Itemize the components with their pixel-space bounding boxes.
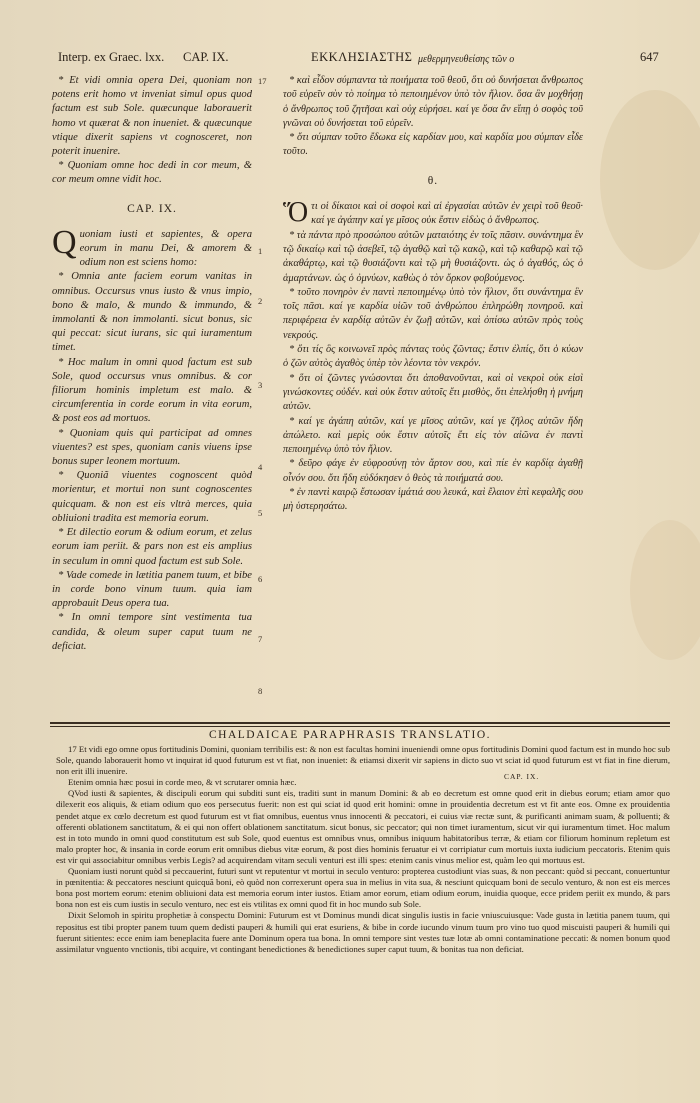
running-header [0,50,700,68]
latin-verse: * Hoc malum in omni quod factum est sub Sole, quod occursus vnus omnibus. & cor filiorum hominis impletum est malo. & circumferentia in corde eorum in vita eorum, & post eos ad mortuos. [52,356,252,425]
greek-chapter-heading: θ. [427,174,439,187]
chaldaic-paragraph: Etenim omnia hæc posui in corde meo, & vt scrutarer omnia hæc. [68,777,297,788]
verse-number: 17 [258,76,267,86]
greek-verse: * δεῦρο φάγε ἐν εὐφροσύνῃ τὸν ἄρτον σου, καὶ πίε ἐν καρδίᾳ ἀγαθῇ οἶνόν σου. ὅτι ἤδη εὐδόκησεν ὁ θεὸς τὰ ποιήματά σου. [283,458,583,484]
greek-top-paragraph: * καὶ εἶδον σύμπαντα τὰ ποιήματα τοῦ θεοῦ, ὅτι οὐ δυνήσεται ἄνθρωπος τοῦ εὑρεῖν σὺν τὸ ποίημα τὸ πεποιημένον ὑπὸ τὸν ἥλιον. ὅσα ἂν μοχθήσῃ ὁ ἄνθρωπος τοῦ ζητῆσαι καὶ οὐχ εὑρήσει. καί γε ὅσα ἂν εἴπῃ ὁ σοφὸς τοῦ γνῶναι οὐ δυνήσεται τοῦ εὑρεῖν. [283,75,583,129]
greek-subtitle: μεθερμηνευθείσης τῶν ο [418,54,515,65]
verse-number: 8 [258,686,263,696]
verse-number: 1 [258,246,263,256]
greek-top-paragraph: * ὅτι σύμπαν τοῦτο ἔδωκα εἰς καρδίαν μου, καὶ καρδία μου σύμπαν εἶδε τοῦτο. [283,132,583,158]
latin-chapter-heading: CAP. IX. [127,202,177,215]
chaldaic-paragraph: Dixit Selomoh in spiritu prophetiæ à conspectu Domini: Futurum est vt Dominus mundi dicat singulis iustis in facie vniuscuiusque: Vade gusta in lætitia panem tuum, qui repositus est tibi propter panem tuum quem dedisti pauperi & humili qui erat esuriens, & bibe in corde iucundo vinum tuum pro vino tuo quod miscuisti pauperi & humili qui fuerunt sitientes: ecce enim iam beneplacita fuere ante Dominum opera tua bona. In omni tempore sint vestes tuæ lotæ ab omni contaminatione peccati: & nomen bonum quod assimilatur vnguento vnctionis, tibi acquire, vt contingant benedictiones & benedictiones super caput tuum, & bonitas tua non deficiat. [56,910,670,954]
verse-number: 4 [258,462,263,472]
verse-number: 3 [258,380,263,390]
greek-title: ΕΚΚΛΗΣΙΑΣΤΗΣ [311,50,413,64]
latin-top-paragraph: * Et vidi omnia opera Dei, quoniam non potens erit homo vt inveniat simul opus quod factum est sub Sole. quæcunque laborauerit homo vt quærat & non inueniet. & quæcunque vtique dixerit sapiens vt cognosceret, non poterit inuenire. [52,75,252,158]
verse-number: 6 [258,574,263,584]
latin-verse: * Quoniã viuentes cognoscent quòd morientur, et mortui non sunt cognoscentes quicquam. & non est eis vltrà merces, quia obliuioni tradita est memoria eorum. [52,470,252,524]
verse-margin-numbers [258,74,278,714]
latin-verse: * Vade comede in lætitia panem tuum, et bibe in corde bono vinum tuum. quia iam approbauit Deus opera tua. [52,569,252,610]
chaldaic-chapter-label: CAP. IX. [504,772,540,781]
verse-number: 2 [258,296,263,306]
latin-drop-cap: Q [52,223,77,261]
greek-verse: * ὅτι οἱ ζῶντες γνώσονται ὅτι ἀποθανοῦνται, καὶ οἱ νεκροὶ οὐκ εἰσὶ γινώσκοντες οὐδέν. καὶ οὐκ ἔστιν αὐτοῖς ἔτι μισθὸς, ὅτι ἐπελήσθη ἡ μνήμη αὐτῶν. [283,372,583,413]
latin-verse: * Quoniam quis qui participat ad omnes viuentes? est spes, quoniam canis viuens ipse bonus super leonem mortuum. [52,427,252,468]
verse-number: 5 [258,508,263,518]
left-title: Interp. ex Graec. lxx. [58,50,165,64]
latin-top-paragraph: * Quoniam omne hoc dedi in cor meum, & cor meum omne vidit hoc. [52,160,252,186]
chaldaic-title: CHALDAICAE PARAPHRASIS TRANSLATIO. [209,729,491,741]
verse-number: 7 [258,634,263,644]
latin-first-paragraph: Quoniam iusti et sapientes, & opera eorum in manu Dei, & amorem & odium non est sciens homo: [52,223,252,269]
section-divider-thin [50,726,670,727]
chaldaic-paraphrase [56,744,670,955]
greek-verse: * τὰ πάντα πρὸ προσώπου αὐτῶν ματαιότης ἐν τοῖς πᾶσιν. συνάντημα ἓν τῷ δικαίῳ καὶ τῷ ἀσεβεῖ, τῷ ἀγαθῷ καὶ τῷ κακῷ, καὶ τῷ καθαρῷ καὶ τῷ ἀκαθάρτῳ, καὶ τῷ θυσιάζοντι καὶ τῷ μὴ θυσιάζοντι. ὡς ὁ ἀγαθός, ὡς ὁ ἁμαρτάνων. ὡς ὁ ὀμνύων, καθὼς ὁ τὸν ὅρκον φοβούμενος. [283,229,583,284]
section-divider [50,722,670,724]
greek-drop-cap: Ὅ [283,197,309,229]
greek-first-paragraph: Ὅτι οἱ δίκαιοι καὶ οἱ σοφοὶ καὶ αἱ ἐργασίαι αὐτῶν ἐν χειρὶ τοῦ θεοῦ· καί γε ἀγάπην καί γε μῖσος οὐκ ἔστιν εἰδὼς ὁ ἄνθρωπος. [283,197,583,229]
chaldaic-paragraph: QVod iusti & sapientes, & discipuli eorum qui subditi sunt eis, traditi sunt in manum Domini: & ab eo decretum est omne quod erit in diebus eorum; etiam amor quo dilexerit eos aliquis, & etiam odium quo eos persecutus fuerit: non est qui sciat id quod erit homini: omne in prouidentia decretum est vt fit ante eos. Omne ex prouidentia pendet atque ex cœlo decretum est quod futurum est vt fiat omnibus, euentus vnus innocenti & peccatori, ei cuius viæ rectæ sunt, & purificanti animam suam, & polluenti; & offerenti oblationem sanctitatum, & ei qui non offert oblationem sanctitatum. sicut bonus, sic peccator; qui non timet iuramentum, sicut vir qui iuramentum timet. Hoc malum est in toto mundo in omni quod constitutum est sub Sole, quod euentus est omnibus vnus, omnibus iniquum habitatoribus terræ, & etiam cor filiorum hominum repletum est malo propter hoc, & insania in corde eorum erit omnibus diebus vitæ eorum, & post dies hominis feruatur ei vt corripiatur cum mortuis iuxta iudicium peccatoris. Etenim quis est vir qui associabitur omnibus verbis Legis? ad acquirendam vitam seculi venturi est illi spes: etenim canis vinus melior est, quàm leo qui mortuus est. [56,788,670,865]
latin-verse: * Et dilectio eorum & odium eorum, et zelus eorum iam periit. & pars non est eis amplius in seculum in omni quod factum est sub Sole. [52,527,252,567]
greek-verse: * τοῦτο πονηρὸν ἐν παντὶ πεποιημένῳ ὑπὸ τὸν ἥλιον, ὅτι συνάντημα ἓν τοῖς πᾶσι. καί γε καρδία υἱῶν τοῦ ἀνθρώπου ἐπληρώθη πονηροῦ. καὶ περιφέρεια ἐν καρδίᾳ αὐτῶν ἐν ζωῇ αὐτῶν, καὶ ὀπίσω αὐτῶν πρὸς τοὺς νεκρούς. [283,286,583,341]
chaldaic-paragraph: Quoniam iusti norunt quòd si peccauerint, futuri sunt vt reputentur vt mortui in seculo venturo: propterea custodiunt vias suas, & non peccant: quòd si peccant, conuertuntur in pœnitentia: & peccatores nesciunt quicquã boni, eò quòd non correxerunt opera sua in melius in vita sua, & nesciunt quicquam boni de seculo venturo, & non est eis merces bona post mortem eorum: etenim obliuioni data est memoria eorum inter iustos. Etiam amor eorum, etiam odium eorum, inuidia quoque, ecce pridem periit ex mundo, & pars bona non est eis cum iustis in seculo venturo, nec est eis vtilitas ex omni quod fit in hoc mundo sub Sole. [56,866,670,910]
paper-stain [630,520,700,660]
greek-verse: * ἐν παντὶ καιρῷ ἔστωσαν ἱμάτιά σου λευκά, καὶ ἔλαιον ἐπὶ κεφαλῆς σου μὴ ὑστερησάτω. [283,487,583,513]
latin-verse: * In omni tempore sint vestimenta tua candida, & oleum super caput tuum ne deficiat. [52,612,252,652]
page-number: 647 [640,50,659,64]
left-chapter: CAP. IX. [183,50,229,64]
chaldaic-paragraph: 17 Et vidi ego omne opus fortitudinis Domini, quoniam terribilis est: & non est facultas homini inueniendi omne opus fortitudinis Domini quod factum est in mundo hoc sub Sole, quando laborauerit homo vt inquirat id quod futurum est vt fiat, non inueniet: & etiamsi dixerit vir sapiens in dicto suo vt sciat id quod futurum est vt fiat in fine dierum, non erit illi inuenire. [56,744,670,777]
greek-verse: * ὅτι τίς ὃς κοινωνεῖ πρὸς πάντας τοὺς ζῶντας; ἔστιν ἐλπίς, ὅτι ὁ κύων ὁ ζῶν αὐτὸς ἀγαθὸς ὑπὲρ τὸν λέοντα τὸν νεκρόν. [283,344,583,370]
latin-verse: * Omnia ante faciem eorum vanitas in omnibus. Occursus vnus iusto & vnus impio, bono & malo, & mundo & immundo, & immolanti & non immolanti. sicut bonus, sic qui peccat: sicut iurans, sic qui iuramentum timet. [52,271,252,354]
paper-stain [600,90,700,270]
latin-column [52,74,252,654]
greek-verse: * καί γε ἀγάπη αὐτῶν, καί γε μῖσος αὐτῶν, καί γε ζῆλος αὐτῶν ἤδη ἀπώλετο. καὶ μερὶς οὐκ ἔστιν αὐτοῖς ἔτι εἰς τὸν αἰῶνα ἐν παντὶ πεποιημένῳ ὑπὸ τὸν ἥλιον. [283,415,583,456]
greek-column [283,74,583,515]
